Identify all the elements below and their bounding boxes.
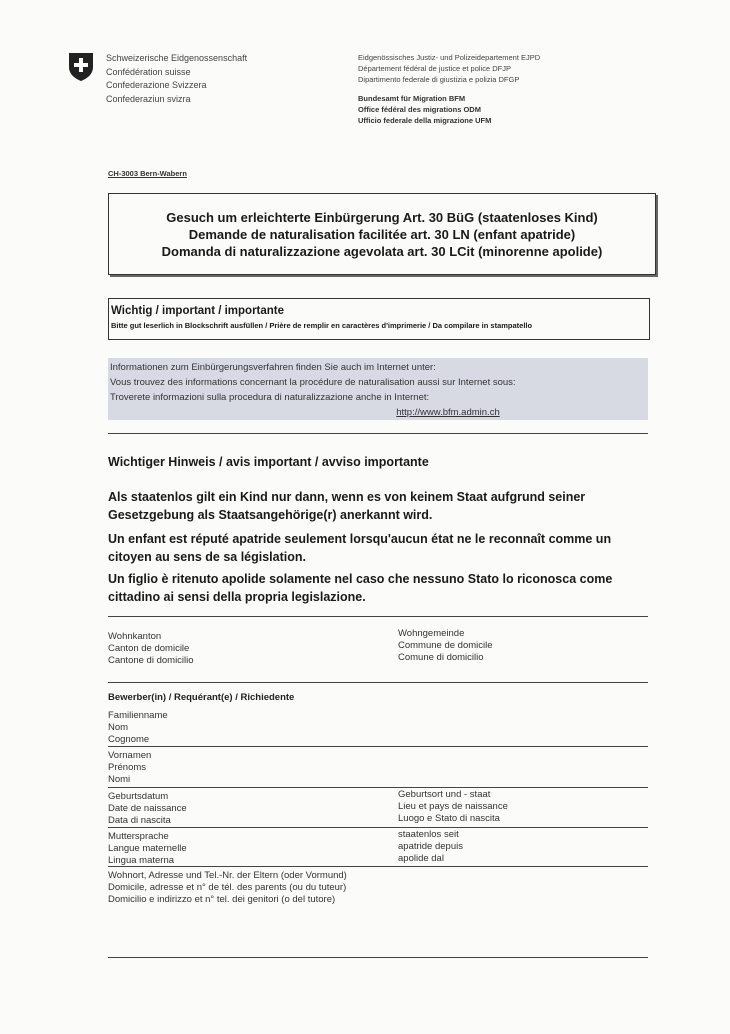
geburtsort-label-it: Luogo e Stato di nascita [398, 813, 500, 824]
vornamen-label-de: Vornamen [108, 750, 152, 761]
wohngemeinde-label-fr: Commune de domicile [398, 640, 493, 651]
form-title-fr: Demande de naturalisation facilitée art. 30 LN (enfant apatride) [188, 226, 576, 242]
sender-address: CH-3003 Bern-Wabern [108, 169, 187, 178]
info-line-fr: Vous trouvez des informations concernant la procédure de naturalisation aussi sur Internet sous: [110, 377, 516, 388]
department-it: Dipartimento federale di giustizia e polizia DFGP [358, 75, 520, 84]
staatenlos-label-it: apolide dal [398, 853, 444, 864]
notice-fr: Un enfant est réputé apatride seulement lorsqu'aucun état ne le reconnaît comme un citoyen au sens de sa législation. [108, 532, 612, 564]
department-names [358, 52, 540, 85]
familienname-field[interactable] [108, 710, 168, 746]
wohnort-label-de: Wohnort, Adresse und Tel.-Nr. der Eltern (oder Vormund) [108, 870, 347, 881]
form-title-de: Gesuch um erleichterte Einbürgerung Art. 30 BüG (staatenloses Kind) [166, 209, 598, 225]
confederation-rm: Confederaziun svizra [106, 93, 191, 104]
familienname-label-it: Cognome [108, 734, 150, 745]
confederation-names [106, 52, 247, 106]
wohnort-label-it: Domicilio e indirizzo et n° tel. dei genitori (o del tutore) [108, 894, 336, 905]
form-title-it: Domanda di naturalizzazione agevolata art. 30 LCit (minorenne apolide) [161, 243, 603, 259]
familienname-label-fr: Nom [108, 722, 129, 733]
geburtsort-label-de: Geburtsort und - staat [398, 789, 491, 800]
staatenlos-seit-field[interactable] [398, 829, 463, 865]
notice-it: Un figlio è ritenuto apolide solamente nel caso che nessuno Stato lo riconosca come cittadino ai sensi della propria legislazione. [108, 572, 613, 604]
vornamen-label-fr: Prénoms [108, 762, 147, 773]
form-title-box [108, 193, 656, 275]
swiss-coat-of-arms-icon [68, 52, 94, 82]
wohngemeinde-label-de: Wohngemeinde [398, 628, 465, 639]
wohnkanton-label-de: Wohnkanton [108, 631, 162, 642]
wohnkanton-label-it: Cantone di domicilio [108, 655, 194, 666]
office-de: Bundesamt für Migration BFM [358, 94, 466, 103]
info-line-it: Troverete informazioni sulla procedura di naturalizzazione anche in Internet: [110, 392, 430, 403]
staatenlos-label-fr: apatride depuis [398, 841, 463, 852]
confederation-fr: Confédération suisse [106, 66, 191, 77]
office-names [358, 93, 491, 126]
info-line-de: Informationen zum Einbürgerungsverfahren finden Sie auch im Internet unter: [110, 362, 436, 373]
notice-heading: Wichtiger Hinweis / avis important / avviso importante [108, 455, 429, 469]
divider [108, 746, 648, 747]
vornamen-field[interactable] [108, 750, 151, 786]
muttersprache-label-it: Lingua materna [108, 855, 175, 866]
geburtsdatum-label-fr: Date de naissance [108, 803, 187, 814]
divider [108, 866, 648, 867]
wohnkanton-label-fr: Canton de domicile [108, 643, 190, 654]
wohngemeinde-label-it: Comune di domicilio [398, 652, 484, 663]
staatenlos-label-de: staatenlos seit [398, 829, 459, 840]
divider [108, 957, 648, 958]
confederation-it: Confederazione Svizzera [106, 80, 207, 90]
info-url-link[interactable]: http://www.bfm.admin.ch [396, 407, 500, 418]
wohngemeinde-field[interactable] [398, 628, 493, 664]
divider [108, 787, 648, 788]
divider [108, 682, 648, 683]
divider [108, 827, 648, 828]
eltern-adresse-field[interactable] [108, 870, 347, 906]
muttersprache-field[interactable] [108, 831, 187, 867]
divider [108, 616, 648, 617]
info-box [108, 358, 648, 420]
muttersprache-label-de: Muttersprache [108, 831, 169, 842]
wohnort-label-fr: Domicile, adresse et n° de tél. des parents (ou du tuteur) [108, 882, 347, 893]
applicant-heading: Bewerber(in) / Requérant(e) / Richiedente [108, 692, 295, 703]
important-heading: Wichtig / important / importante [111, 305, 285, 317]
vornamen-label-it: Nomi [108, 774, 131, 785]
important-subtext: Bitte gut leserlich in Blockschrift ausfüllen / Prière de remplir en caractères d'imprimerie / Da compilare in stampatello [111, 321, 533, 330]
geburtsort-label-fr: Lieu et pays de naissance [398, 801, 508, 812]
department-fr: Département fédéral de justice et police DFJP [358, 64, 511, 73]
divider [108, 433, 648, 434]
geburtsdatum-label-de: Geburtsdatum [108, 791, 169, 802]
confederation-de: Schweizerische Eidgenossenschaft [106, 53, 248, 63]
geburtsdatum-field[interactable] [108, 791, 187, 827]
wohnkanton-field[interactable] [108, 631, 194, 667]
office-it: Ufficio federale della migrazione UFM [358, 116, 492, 125]
familienname-label-de: Familienname [108, 710, 168, 721]
important-box [108, 298, 650, 340]
geburtsdatum-label-it: Data di nascita [108, 815, 171, 826]
notice-de: Als staatenlos gilt ein Kind nur dann, wenn es von keinem Staat aufgrund seiner Gesetzgebung als Staatsangehörige(r) anerkannt wird. [108, 490, 586, 522]
muttersprache-label-fr: Langue maternelle [108, 843, 187, 854]
department-de: Eidgenössisches Justiz- und Polizeidepartement EJPD [358, 53, 541, 62]
office-fr: Office fédéral des migrations ODM [358, 105, 481, 114]
geburtsort-field[interactable] [398, 789, 508, 825]
